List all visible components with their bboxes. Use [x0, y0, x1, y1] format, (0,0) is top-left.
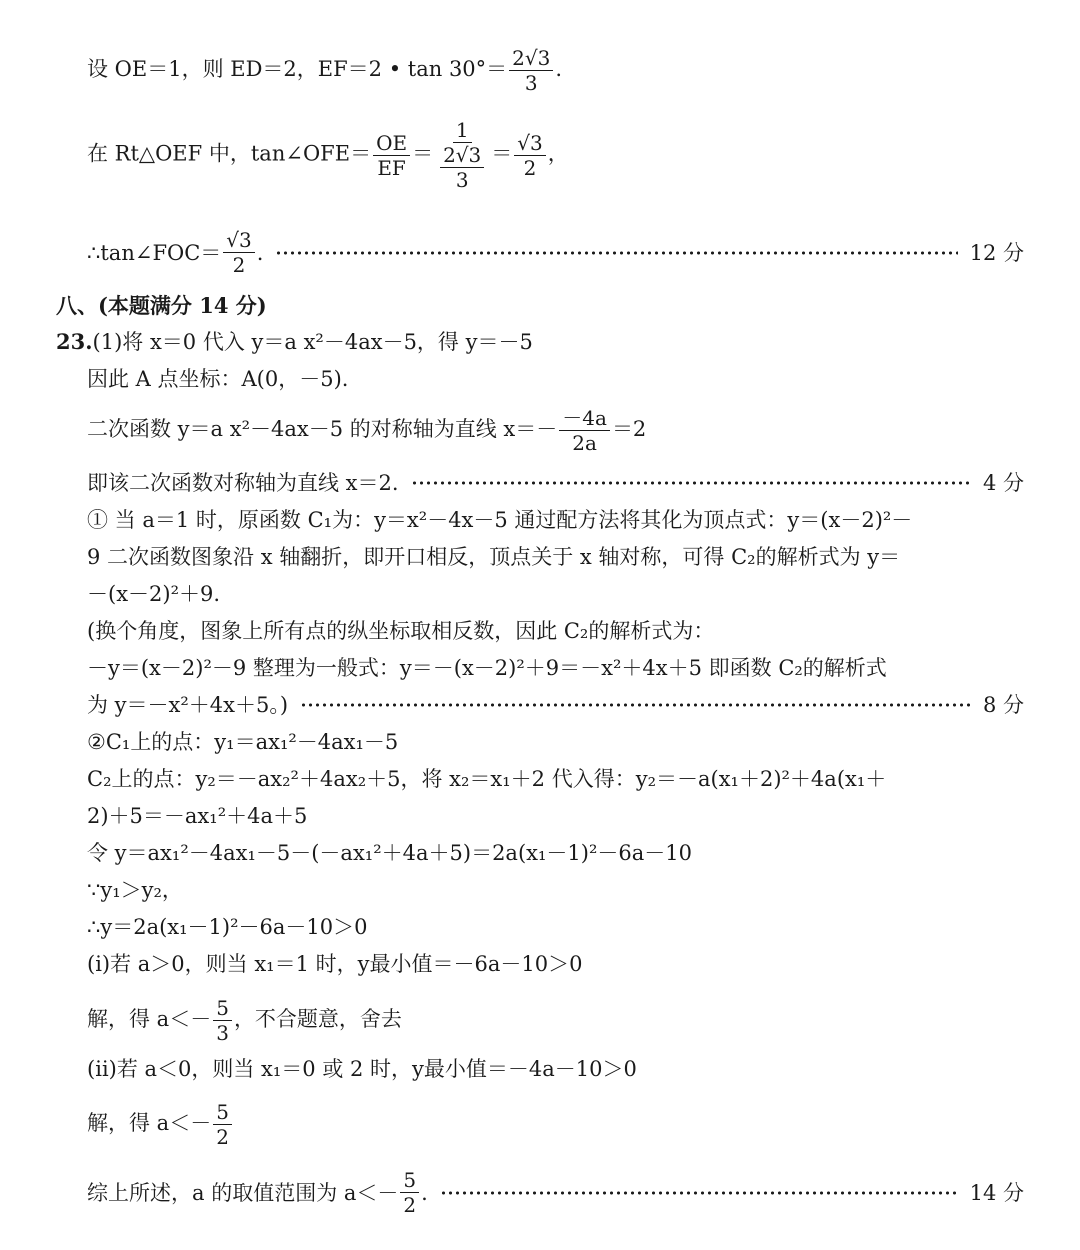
text: ＝2	[611, 417, 647, 441]
fraction-denominator: 3	[216, 1021, 229, 1045]
text: 解，得 a＜－	[87, 1007, 212, 1031]
fraction-denominator: 2	[403, 1193, 417, 1217]
line-tan-foc	[87, 228, 1024, 277]
fraction	[400, 1168, 419, 1217]
q23-line-15: ∵y₁＞y₂，	[87, 878, 183, 902]
q23-line-2: 因此 A 点坐标：A(0，－5).	[87, 367, 349, 391]
text: 在 Rt△OEF 中，tan∠OFE＝	[87, 141, 372, 166]
section-heading: 八、(本题满分 14 分)	[56, 293, 267, 318]
fraction	[373, 131, 410, 180]
dot-leader	[440, 1191, 958, 1195]
fraction-denominator: 2	[523, 155, 537, 180]
text: 即该二次函数对称轴为直线 x＝2.	[87, 471, 399, 495]
score-mark: 12 分	[969, 240, 1024, 265]
line-oe-ed-ef	[87, 46, 562, 95]
fraction-numerator: －4a	[559, 406, 610, 431]
question-number: 23.	[56, 329, 93, 354]
text: .	[555, 57, 563, 81]
line-tan-ofe	[87, 118, 569, 192]
fraction-denominator: 2	[232, 253, 246, 277]
text: ，不合题意，舍去	[233, 1007, 402, 1031]
q23-line-8: (换个角度，图象上所有点的纵坐标取相反数，因此 C₂的解析式为：	[87, 619, 715, 643]
q23-line-13: 2)＋5＝－ax₁²＋4a＋5	[87, 804, 308, 828]
fraction	[559, 406, 610, 455]
fraction-denominator: EF	[377, 155, 406, 180]
equals: ＝	[491, 141, 513, 166]
q23-line-axis-result	[87, 470, 1024, 496]
score-mark: 8 分	[982, 693, 1024, 717]
dot-leader	[411, 481, 971, 485]
fraction-numerator: √3	[223, 228, 254, 253]
compound-fraction	[435, 118, 489, 192]
fraction-numerator: 2√3	[509, 46, 553, 71]
text: 解，得 a＜－	[87, 1111, 212, 1135]
inner-fraction	[440, 143, 484, 192]
text: 二次函数 y＝a x²－4ax－5 的对称轴为直线 x＝－	[87, 417, 558, 441]
q23-line-1	[56, 329, 533, 355]
q23-line-6: 9 二次函数图象沿 x 轴翻折，即开口相反，顶点关于 x 轴对称，可得 C₂的解析式为 y＝	[87, 545, 901, 569]
dot-leader	[300, 703, 971, 707]
text: (1)将 x＝0 代入 y＝a x²－4ax－5，得 y＝－5	[92, 330, 533, 354]
q23-line-axis	[87, 406, 646, 455]
equals: ＝	[412, 141, 434, 166]
q23-line-18	[87, 996, 402, 1045]
text: 设 OE＝1，则 ED＝2，EF＝2 • tan 30°＝	[87, 57, 508, 81]
q23-line-14: 令 y＝ax₁²－4ax₁－5－(－ax₁²＋4a＋5)＝2a(x₁－1)²－6a－10	[87, 841, 692, 865]
text: ∴tan∠FOC＝	[87, 240, 222, 265]
fraction	[213, 1100, 232, 1149]
text: ，	[547, 141, 569, 166]
fraction-denominator: 2	[216, 1125, 229, 1149]
fraction-denominator: 3	[455, 168, 469, 192]
fraction-numerator: 5	[213, 1100, 232, 1125]
q23-line-9: －y＝(x－2)²－9 整理为一般式：y＝－(x－2)²＋9＝－x²＋4x＋5 即函数 C₂的解析式	[87, 656, 887, 680]
fraction-numerator: OE	[373, 131, 410, 156]
q23-line-19: (ⅱ)若 a＜0，则当 x₁＝0 或 2 时，y最小值＝－4a－10＞0	[87, 1057, 637, 1081]
text: .	[421, 1180, 428, 1205]
q23-line-12: C₂上的点：y₂＝－ax₂²＋4ax₂＋5，将 x₂＝x₁＋2 代入得：y₂＝－a(x₁＋2)²＋4a(x₁＋	[87, 767, 887, 791]
q23-line-conclusion	[87, 1168, 1024, 1217]
score-mark: 14 分	[969, 1180, 1024, 1205]
fraction-numerator: 5	[400, 1168, 419, 1193]
dot-leader	[275, 251, 957, 255]
fraction-numerator: 1	[453, 118, 472, 143]
fraction-numerator: 5	[213, 996, 232, 1021]
fraction-denominator: 3	[524, 71, 538, 95]
q23-line-10	[87, 692, 1024, 718]
q23-line-5: ① 当 a＝1 时，原函数 C₁为：y＝x²－4x－5 通过配方法将其化为顶点式：y＝(x－2)²－	[87, 508, 913, 532]
q23-line-7: －(x－2)²＋9.	[87, 582, 221, 606]
q23-line-11: ②C₁上的点：y₁＝ax₁²－4ax₁－5	[87, 730, 399, 754]
q23-line-16: ∴y＝2a(x₁－1)²－6a－10＞0	[87, 915, 368, 939]
text: .	[256, 240, 264, 265]
fraction-denominator: 2a	[572, 431, 597, 455]
score-mark: 4 分	[982, 471, 1024, 495]
fraction	[509, 46, 553, 95]
q23-line-20	[87, 1100, 234, 1149]
fraction-numerator: √3	[514, 131, 545, 156]
fraction	[223, 228, 254, 277]
fraction	[213, 996, 232, 1045]
text: 为 y＝－x²＋4x＋5。)	[87, 693, 289, 717]
fraction-numerator: 2√3	[440, 143, 484, 168]
q23-line-17: (ⅰ)若 a＞0，则当 x₁＝1 时，y最小值＝－6a－10＞0	[87, 952, 583, 976]
text: 综上所述，a 的取值范围为 a＜－	[87, 1180, 399, 1205]
fraction-denominator	[435, 143, 489, 192]
fraction	[514, 131, 545, 180]
